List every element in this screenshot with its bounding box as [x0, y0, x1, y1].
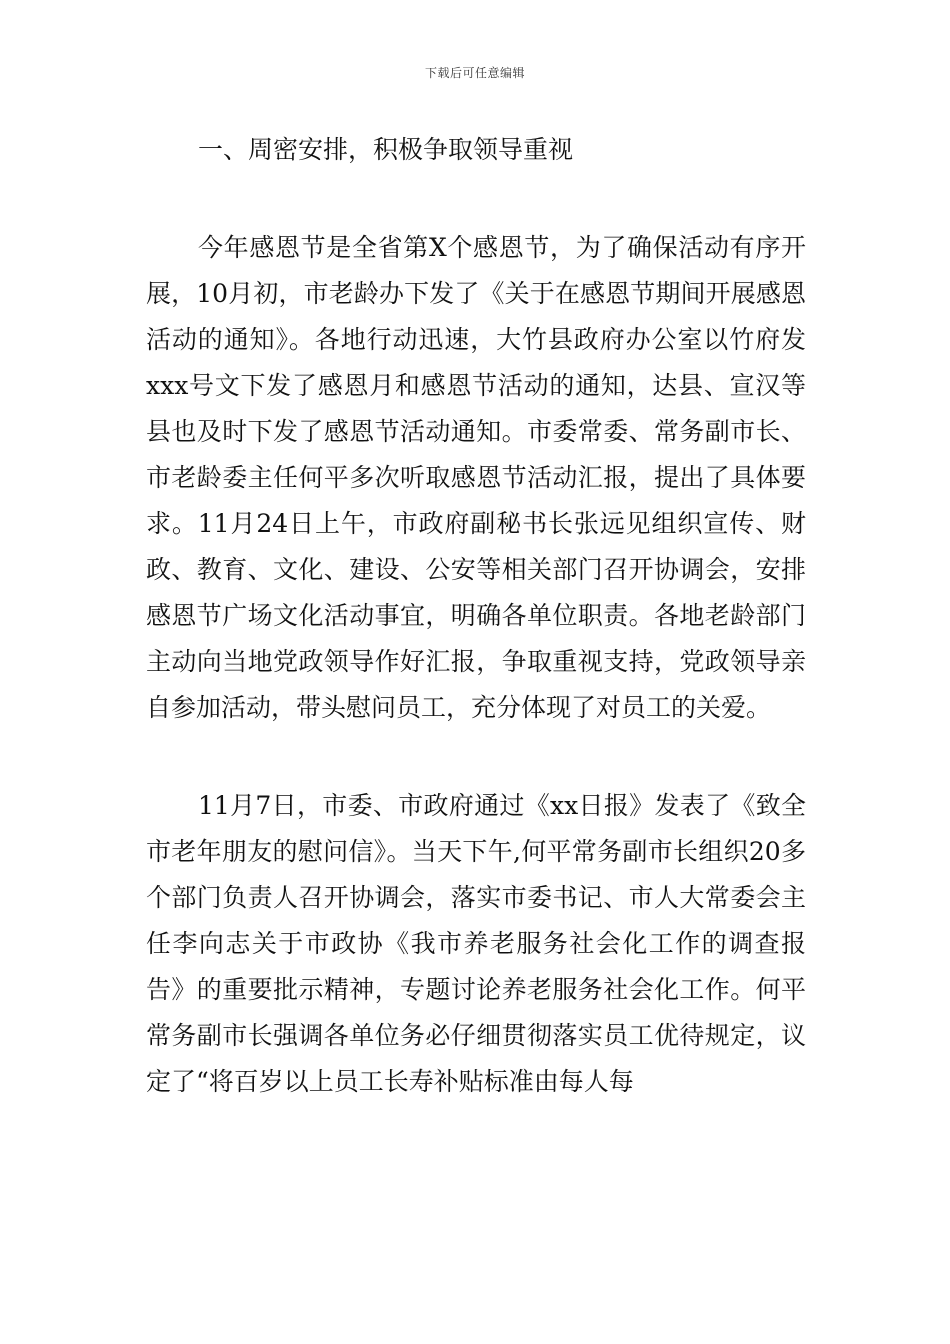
document-body	[146, 127, 806, 1105]
paragraph-1: 今年感恩节是全省第X个感恩节，为了确保活动有序开展，10月初，市老龄办下发了《关于在感恩节期间开展感恩活动的通知》。各地行动迅速，大竹县政府办公室以竹府发xxx号文下发了感恩月和感恩节活动的通知，达县、宣汉等县也及时下发了感恩节活动通知。市委常委、常务副市长、市老龄委主任何平多次听取感恩节活动汇报，提出了具体要求。11月24日上午，市政府副秘书长张远见组织宣传、财政、教育、文化、建设、公安等相关部门召开协调会，安排感恩节广场文化活动事宜，明确各单位职责。各地老龄部门主动向当地党政领导作好汇报，争取重视支持，党政领导亲自参加活动，带头慰问员工，充分体现了对员工的关爱。	[146, 233, 806, 722]
section-heading: 一、周密安排，积极争取领导重视	[198, 135, 574, 164]
header-note: 下载后可任意编辑	[424, 66, 525, 80]
paragraph-2: 11月7日，市委、市政府通过《xx日报》发表了《致全市老年朋友的慰问信》。当天下午,何平常务副市长组织20多个部门负责人召开协调会，落实市委书记、市人大常委会主任李向志关于市政协《我市养老服务社会化工作的调查报告》的重要批示精神，专题讨论养老服务社会化工作。何平常务副市长强调各单位务必仔细贯彻落实员工优待规定，议定了“将百岁以上员工长寿补贴标准由每人每	[146, 791, 806, 1096]
